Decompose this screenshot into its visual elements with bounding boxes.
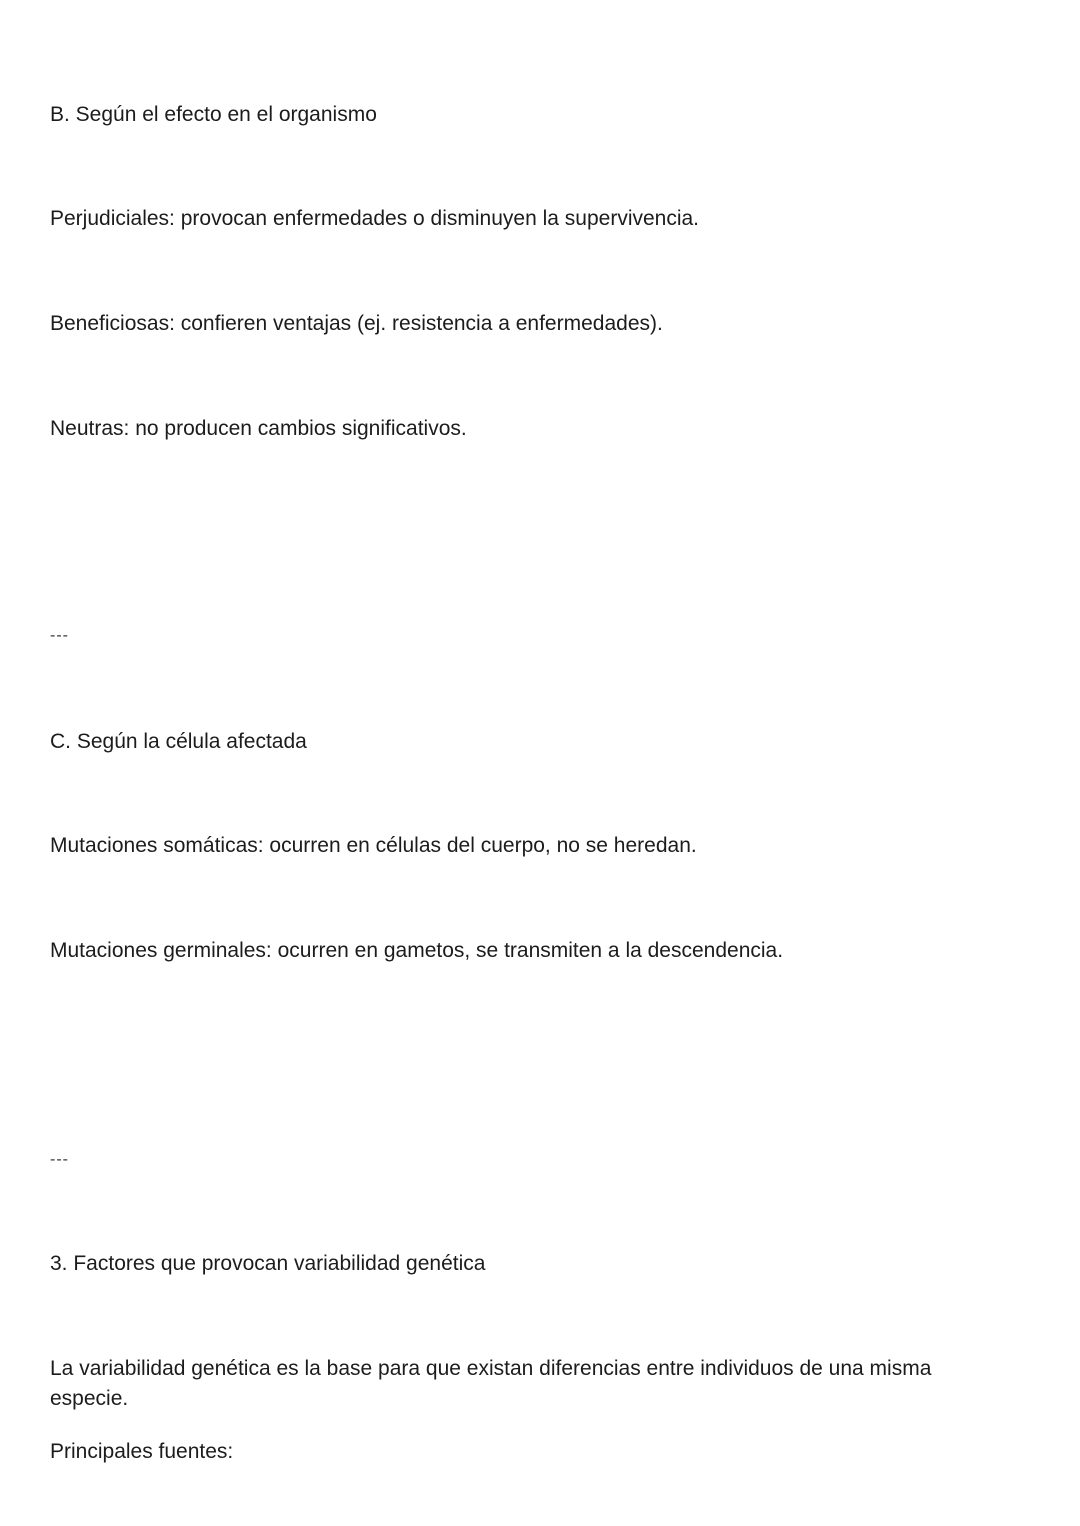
sources-label: Principales fuentes:: [50, 1440, 234, 1463]
separator: ---: [50, 627, 69, 644]
section-c-heading: C. Según la célula afectada: [50, 730, 307, 753]
section-3-paragraph: La variabilidad genética es la base para que existan diferencias entre individuos de una misma especie.: [50, 1357, 932, 1410]
list-item-somaticas: Mutaciones somáticas: ocurren en células del cuerpo, no se heredan.: [50, 834, 697, 857]
list-item-germinales: Mutaciones germinales: ocurren en gametos, se transmiten a la descendencia.: [50, 939, 784, 962]
list-item-beneficiosas: Beneficiosas: confieren ventajas (ej. resistencia a enfermedades).: [50, 312, 663, 335]
section-3-heading: 3. Factores que provocan variabilidad genética: [50, 1252, 486, 1275]
list-item-perjudiciales: Perjudiciales: provocan enfermedades o disminuyen la supervivencia.: [50, 207, 700, 230]
separator: ---: [50, 1151, 69, 1168]
section-b-heading: B. Según el efecto en el organismo: [50, 103, 377, 126]
list-item-neutras: Neutras: no producen cambios significativos.: [50, 417, 467, 440]
